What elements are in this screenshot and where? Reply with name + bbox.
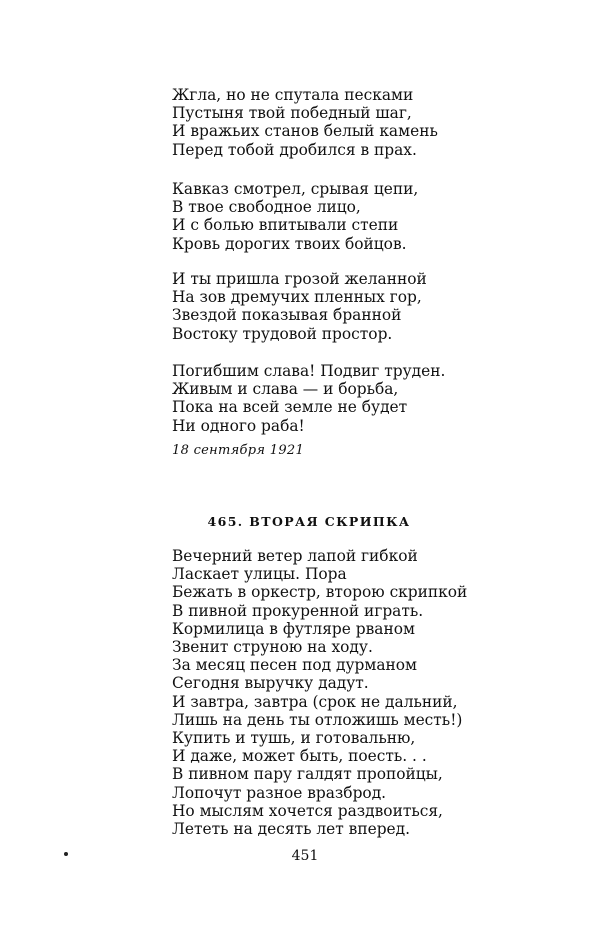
stanza-1 — [172, 86, 472, 159]
verse-line: На зов дремучих пленных гор, — [172, 288, 422, 307]
stanza-2 — [172, 180, 472, 253]
verse-line: Кормилица в футляре рваном — [172, 619, 415, 638]
verse-line: Ласкает улицы. Пора — [172, 565, 347, 584]
verse-line: И завтра, завтра (срок не дальний, — [172, 692, 458, 711]
verse-line: Но мыслям хочется раздвоиться, — [172, 801, 443, 820]
verse-line: Ни одного раба! — [172, 416, 305, 435]
verse-line: Лишь на день ты отложишь месть!) — [172, 710, 463, 729]
verse-line: За месяц песен под дурманом — [172, 656, 418, 675]
verse-line: Бежать в оркестр, второю скрипкой — [172, 583, 468, 602]
verse-line: Лететь на десять лет вперед. — [172, 820, 411, 839]
verse-line: Перед тобой дробился в прах. — [172, 140, 417, 159]
verse-line: И с болью впитывали степи — [172, 216, 399, 235]
stanza-4 — [172, 362, 472, 435]
verse-line: В твое свободное лицо, — [172, 198, 361, 217]
verse-line: Пока на всей земле не будет — [172, 398, 408, 417]
verse-line: Погибшим слава! Подвиг труден. — [172, 362, 446, 380]
verse-line: В пивном пару галдят пропойцы, — [172, 765, 443, 784]
verse-line: Востоку трудовой простор. — [172, 324, 393, 343]
verse-line: Кровь дорогих твоих бойцов. — [172, 234, 407, 253]
verse-line: Звенит струною на ходу. — [172, 638, 373, 657]
verse-line: Вечерний ветер лапой гибкой — [172, 547, 418, 565]
verse-line: Лопочут разное вразброд. — [172, 783, 387, 802]
verse-line: Звездой показывая бранной — [172, 306, 402, 325]
poem-title: 465. ВТОРАЯ СКРИПКА — [207, 514, 411, 529]
page-number: 451 — [291, 848, 319, 864]
verse-line: Пустыня твой победный шаг, — [172, 104, 412, 123]
verse-line: Купить и тушь, и готовальню, — [172, 729, 416, 748]
poem-body — [172, 547, 472, 838]
verse-line: Жгла, но не спутала песками — [172, 86, 414, 104]
verse-line: В пивной прокуренной играть. — [172, 601, 424, 620]
verse-line: И даже, может быть, поесть. . . — [172, 747, 427, 766]
verse-line: Живым и слава — и борьба, — [172, 380, 399, 399]
poem-date: 18 сентября 1921 — [172, 443, 305, 458]
verse-line: Сегодня выручку дадут. — [172, 674, 369, 693]
verse-line: Кавказ смотрел, срывая цепи, — [172, 180, 419, 198]
verse-line: И вражьих станов белый камень — [172, 122, 438, 141]
verse-line: И ты пришла грозой желанной — [172, 270, 427, 288]
stanza-3 — [172, 270, 472, 343]
